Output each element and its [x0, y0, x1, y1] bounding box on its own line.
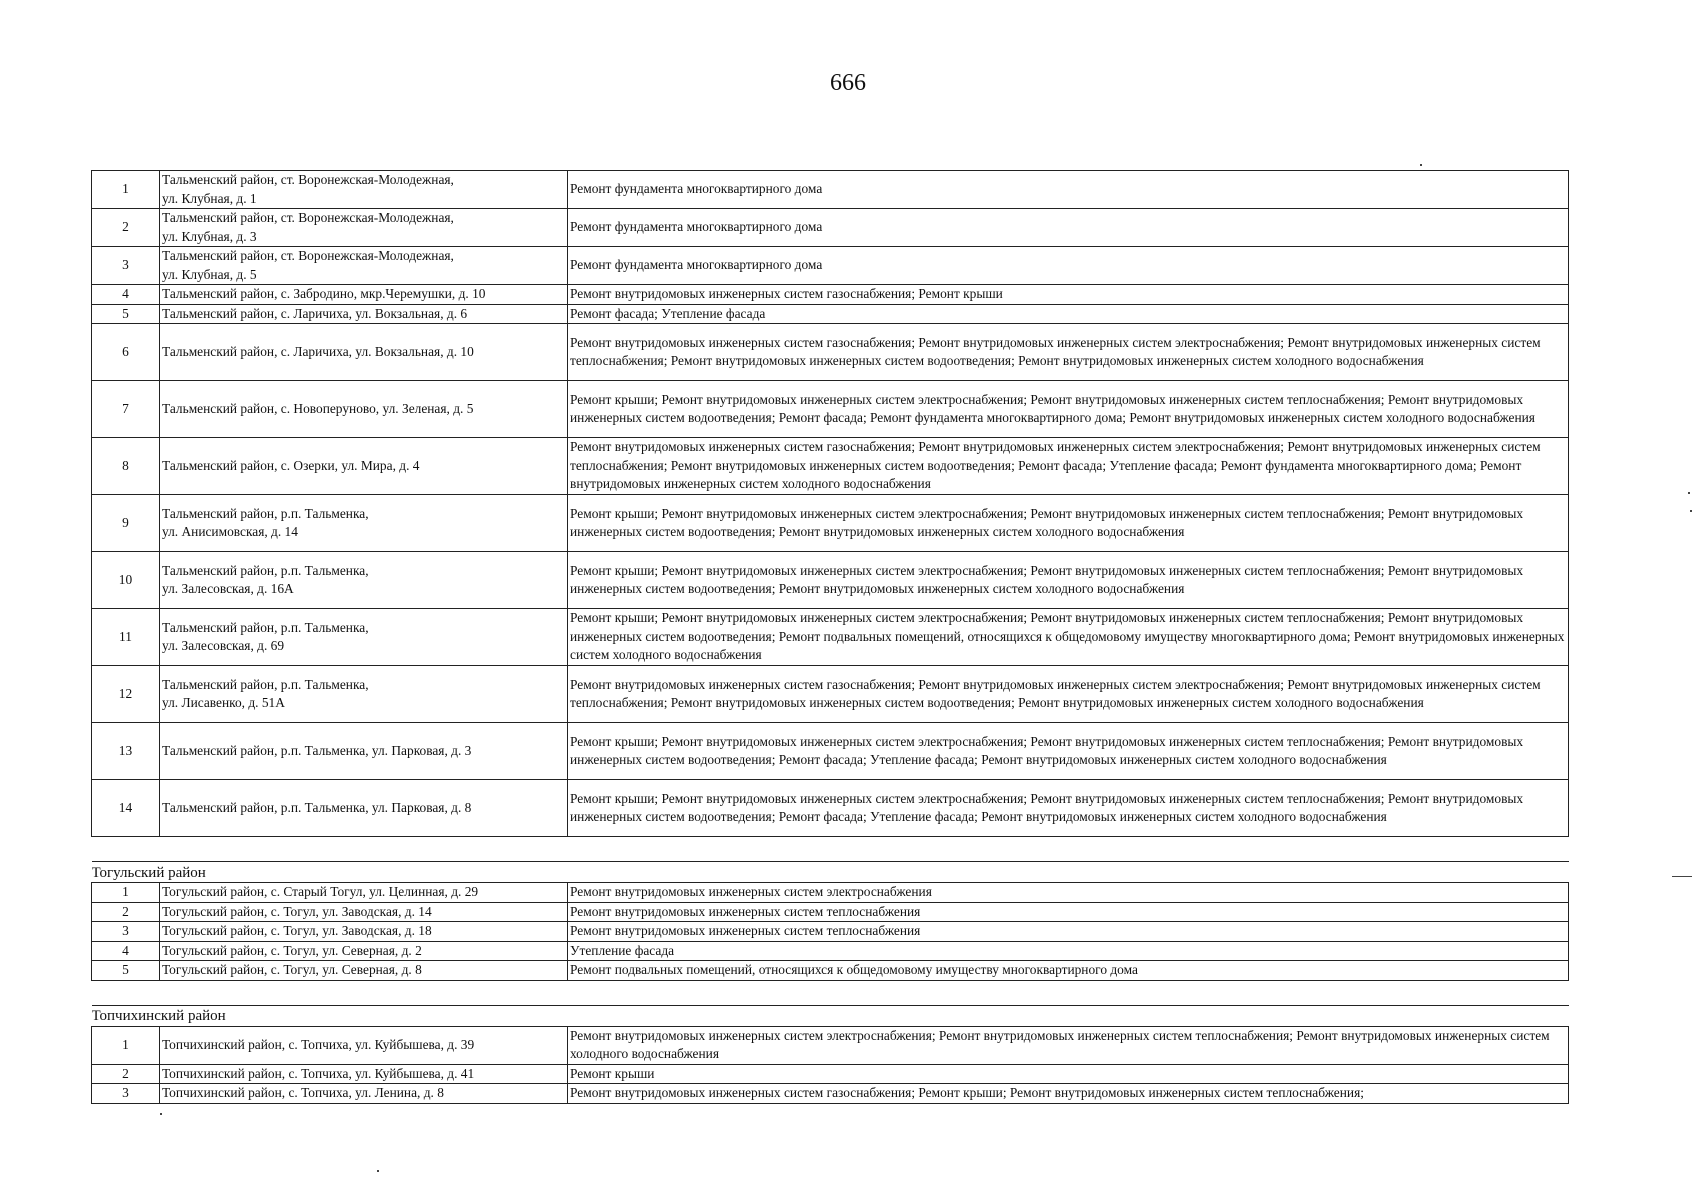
row-works: Ремонт подвальных помещений, относящихся к общедомовому имуществу многоквартирного дома: [568, 961, 1569, 981]
row-address: Тальменский район, с. Ларичиха, ул. Вокзальная, д. 6: [160, 304, 568, 324]
row-number: 4: [92, 941, 160, 961]
row-address: Тогульский район, с. Тогул, ул. Северная, д. 8: [160, 961, 568, 981]
row-works: Ремонт крыши: [568, 1064, 1569, 1084]
row-number: 1: [92, 1026, 160, 1064]
row-number: 7: [92, 381, 160, 438]
table-row: [92, 1026, 1569, 1064]
row-address: Тогульский район, с. Тогул, ул. Заводская, д. 18: [160, 922, 568, 942]
row-number: 3: [92, 247, 160, 285]
row-works: Ремонт крыши; Ремонт внутридомовых инженерных систем электроснабжения; Ремонт внутридомовых инженерных систем теплоснабжения; Ремонт внутридомовых инженерных систем водоотведения; Ремонт внутридомовых инженерных систем холодного водоснабжения: [568, 552, 1569, 609]
row-works: Ремонт внутридомовых инженерных систем газоснабжения; Ремонт крыши: [568, 285, 1569, 305]
row-number: 3: [92, 1084, 160, 1104]
section-gap: [92, 837, 1569, 862]
row-works: Ремонт внутридомовых инженерных систем электроснабжения; Ремонт внутридомовых инженерных систем теплоснабжения; Ремонт внутридомовых инженерных систем холодного водоснабжения: [568, 1026, 1569, 1064]
table-row: [92, 324, 1569, 381]
table-row: [92, 495, 1569, 552]
row-address: Тальменский район, р.п. Тальменка, ул. Парковая, д. 3: [160, 723, 568, 780]
table-row: [92, 961, 1569, 981]
table-row: [92, 247, 1569, 285]
row-address: Тальменский район, с. Забродино, мкр.Черемушки, д. 10: [160, 285, 568, 305]
table-row: [92, 1064, 1569, 1084]
row-number: 2: [92, 209, 160, 247]
row-number: 8: [92, 438, 160, 495]
row-number: 3: [92, 922, 160, 942]
row-number: 2: [92, 1064, 160, 1084]
table-row: [92, 723, 1569, 780]
repair-register-table: [91, 170, 1569, 1104]
row-address: Топчихинский район, с. Топчиха, ул. Ленина, д. 8: [160, 1084, 568, 1104]
row-works: Ремонт крыши; Ремонт внутридомовых инженерных систем электроснабжения; Ремонт внутридомовых инженерных систем теплоснабжения; Ремонт внутридомовых инженерных систем водоотведения; Ремонт подвальных помещений, относящихся к общедомовому имуществу многоквартирного дома; Ремонт внутридомовых инженерных систем холодного водоснабжения: [568, 609, 1569, 666]
table-row: [92, 922, 1569, 942]
row-works: Ремонт фасада; Утепление фасада: [568, 304, 1569, 324]
row-works: Ремонт фундамента многоквартирного дома: [568, 209, 1569, 247]
table-row: [92, 666, 1569, 723]
row-address: Тогульский район, с. Тогул, ул. Северная, д. 2: [160, 941, 568, 961]
row-works: Ремонт внутридомовых инженерных систем электроснабжения: [568, 883, 1569, 903]
row-address: Тальменский район, с. Ларичиха, ул. Вокзальная, д. 10: [160, 324, 568, 381]
district-heading-row: [92, 862, 1569, 883]
row-works: Ремонт внутридомовых инженерных систем теплоснабжения: [568, 902, 1569, 922]
row-works: Ремонт крыши; Ремонт внутридомовых инженерных систем электроснабжения; Ремонт внутридомовых инженерных систем теплоснабжения; Ремонт внутридомовых инженерных систем водоотведения; Ремонт фасада; Утепление фасада; Ремонт внутридомовых инженерных систем холодного водоснабжения: [568, 723, 1569, 780]
row-address: Тальменский район, с. Озерки, ул. Мира, д. 4: [160, 438, 568, 495]
row-number: 12: [92, 666, 160, 723]
row-works: Утепление фасада: [568, 941, 1569, 961]
row-address: Тогульский район, с. Старый Тогул, ул. Целинная, д. 29: [160, 883, 568, 903]
section-gap: [92, 980, 1569, 1005]
table-row: [92, 171, 1569, 209]
row-address: Топчихинский район, с. Топчиха, ул. Куйбышева, д. 39: [160, 1026, 568, 1064]
table-row: [92, 552, 1569, 609]
district-heading-row: [92, 1005, 1569, 1026]
district-heading: Тогульский район: [92, 862, 1569, 883]
table-row: [92, 438, 1569, 495]
row-number: 10: [92, 552, 160, 609]
row-number: 1: [92, 883, 160, 903]
row-number: 11: [92, 609, 160, 666]
district-heading: Топчихинский район: [92, 1005, 1569, 1026]
table-row: [92, 941, 1569, 961]
table-row: [92, 381, 1569, 438]
row-address: Тогульский район, с. Тогул, ул. Заводская, д. 14: [160, 902, 568, 922]
row-works: Ремонт крыши; Ремонт внутридомовых инженерных систем электроснабжения; Ремонт внутридомовых инженерных систем теплоснабжения; Ремонт внутридомовых инженерных систем водоотведения; Ремонт фасада; Ремонт фундамента многоквартирного дома; Ремонт внутридомовых инженерных систем холодного водоснабжения: [568, 381, 1569, 438]
row-address: Тальменский район, с. Новоперуново, ул. Зеленая, д. 5: [160, 381, 568, 438]
row-works: Ремонт внутридомовых инженерных систем газоснабжения; Ремонт крыши; Ремонт внутридомовых инженерных систем теплоснабжения;: [568, 1084, 1569, 1104]
row-address: Тальменский район, р.п. Тальменка, ул. Лисавенко, д. 51А: [160, 666, 568, 723]
row-number: 5: [92, 961, 160, 981]
row-works: Ремонт фундамента многоквартирного дома: [568, 171, 1569, 209]
row-works: Ремонт фундамента многоквартирного дома: [568, 247, 1569, 285]
row-number: 14: [92, 780, 160, 837]
row-number: 6: [92, 324, 160, 381]
table-row: [92, 304, 1569, 324]
row-address: Тальменский район, р.п. Тальменка, ул. Залесовская, д. 69: [160, 609, 568, 666]
row-address: Тальменский район, р.п. Тальменка, ул. Парковая, д. 8: [160, 780, 568, 837]
row-number: 2: [92, 902, 160, 922]
row-number: 4: [92, 285, 160, 305]
table-row: [92, 902, 1569, 922]
row-address: Тальменский район, ст. Воронежская-Молодежная, ул. Клубная, д. 3: [160, 209, 568, 247]
row-works: Ремонт внутридомовых инженерных систем газоснабжения; Ремонт внутридомовых инженерных систем электроснабжения; Ремонт внутридомовых инженерных систем теплоснабжения; Ремонт внутридомовых инженерных систем водоотведения; Ремонт внутридомовых инженерных систем холодного водоснабжения: [568, 324, 1569, 381]
row-works: Ремонт внутридомовых инженерных систем теплоснабжения: [568, 922, 1569, 942]
row-number: 13: [92, 723, 160, 780]
row-works: Ремонт крыши; Ремонт внутридомовых инженерных систем электроснабжения; Ремонт внутридомовых инженерных систем теплоснабжения; Ремонт внутридомовых инженерных систем водоотведения; Ремонт фасада; Утепление фасада; Ремонт внутридомовых инженерных систем холодного водоснабжения: [568, 780, 1569, 837]
row-number: 9: [92, 495, 160, 552]
page-number: 666: [830, 70, 866, 96]
table-row: [92, 609, 1569, 666]
row-address: Тальменский район, ст. Воронежская-Молодежная, ул. Клубная, д. 1: [160, 171, 568, 209]
row-works: Ремонт крыши; Ремонт внутридомовых инженерных систем электроснабжения; Ремонт внутридомовых инженерных систем теплоснабжения; Ремонт внутридомовых инженерных систем водоотведения; Ремонт внутридомовых инженерных систем холодного водоснабжения: [568, 495, 1569, 552]
row-address: Тальменский район, р.п. Тальменка, ул. Залесовская, д. 16А: [160, 552, 568, 609]
row-address: Тальменский район, р.п. Тальменка, ул. Анисимовская, д. 14: [160, 495, 568, 552]
table-row: [92, 883, 1569, 903]
table-row: [92, 285, 1569, 305]
row-number: 1: [92, 171, 160, 209]
table-row: [92, 209, 1569, 247]
row-address: Топчихинский район, с. Топчиха, ул. Куйбышева, д. 41: [160, 1064, 568, 1084]
row-number: 5: [92, 304, 160, 324]
row-works: Ремонт внутридомовых инженерных систем газоснабжения; Ремонт внутридомовых инженерных систем электроснабжения; Ремонт внутридомовых инженерных систем теплоснабжения; Ремонт внутридомовых инженерных систем водоотведения; Ремонт фасада; Утепление фасада; Ремонт фундамента многоквартирного дома; Ремонт внутридомовых инженерных систем холодного водоснабжения: [568, 438, 1569, 495]
table-row: [92, 780, 1569, 837]
row-works: Ремонт внутридомовых инженерных систем газоснабжения; Ремонт внутридомовых инженерных систем электроснабжения; Ремонт внутридомовых инженерных систем теплоснабжения; Ремонт внутридомовых инженерных систем водоотведения; Ремонт внутридомовых инженерных систем холодного водоснабжения: [568, 666, 1569, 723]
table-row: [92, 1084, 1569, 1104]
row-address: Тальменский район, ст. Воронежская-Молодежная, ул. Клубная, д. 5: [160, 247, 568, 285]
